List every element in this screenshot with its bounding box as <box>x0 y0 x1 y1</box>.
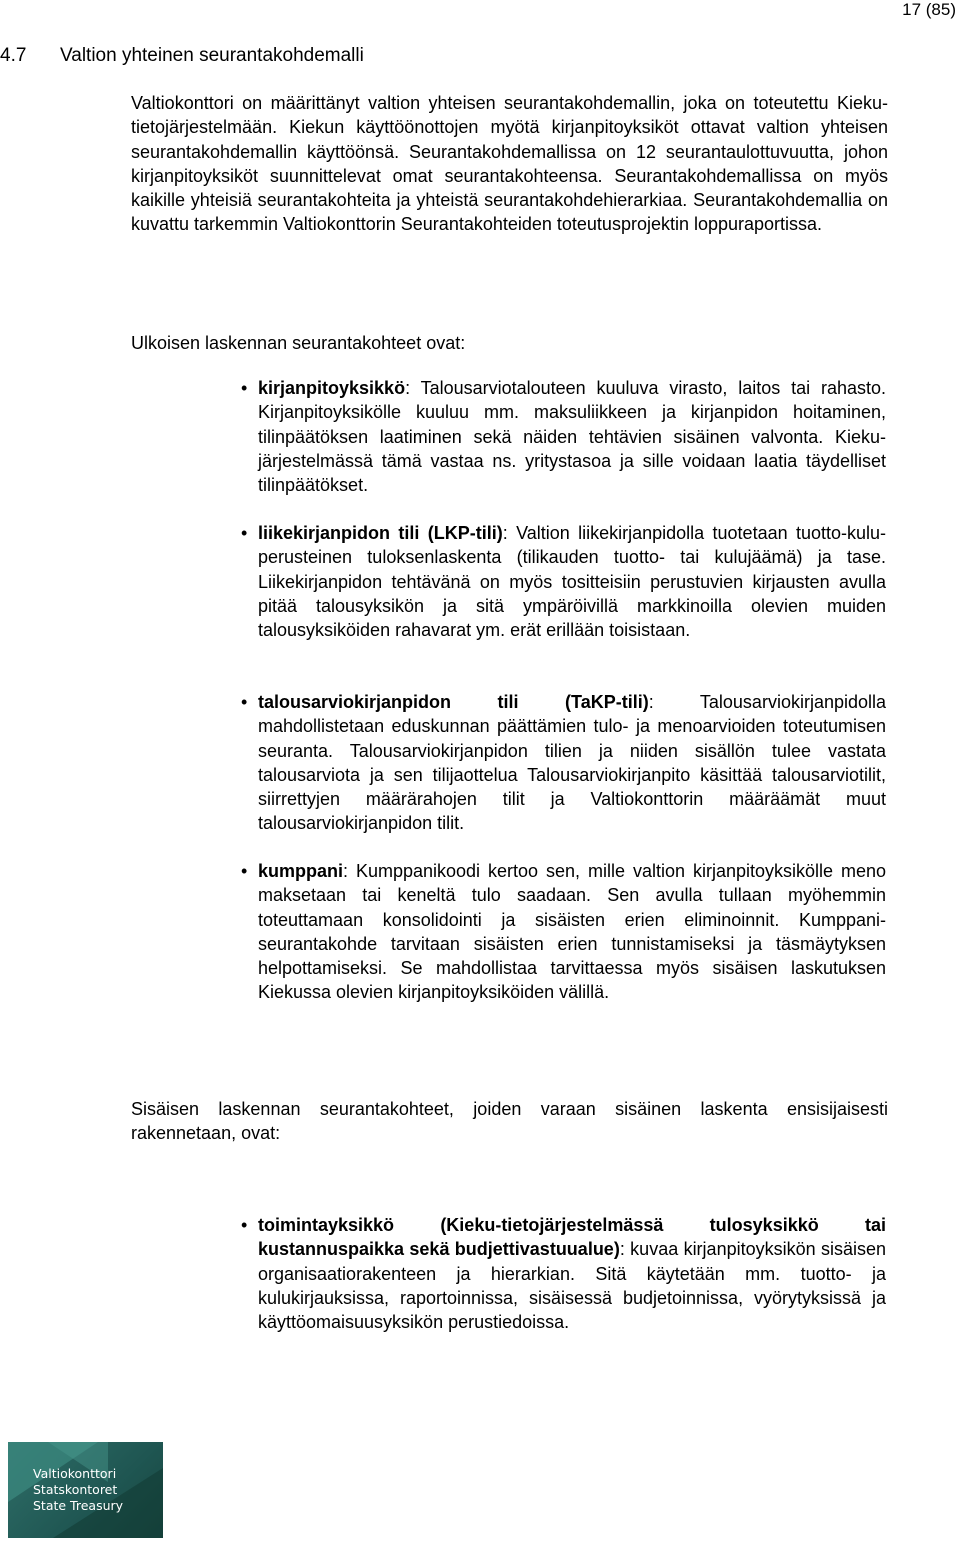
list-item-term: talousarviokirjanpidon tili (TaKP-tili) <box>258 692 649 712</box>
list-item <box>241 1213 887 1334</box>
valtiokonttori-logo <box>8 1442 163 1538</box>
logo-line-1: Valtiokonttori <box>33 1466 117 1481</box>
list-item-text: : kuvaa kirjanpitoyksikön sisäisen organisaatiorakenteen ja hierarkian. Sitä käytetään mm. tuotto- ja kulukirjauksissa, raportoinnissa, sisäisessä budjetoinnissa, vyörytyksissä ja käyttöomaisuusyksikön perustiedoissa. <box>258 1239 887 1333</box>
list-item <box>241 521 886 642</box>
bullet-icon: • <box>241 692 248 712</box>
logo-line-3: State Treasury <box>33 1498 124 1513</box>
page-number: 17 (85) <box>902 0 956 19</box>
list-item-text: : Talousarviokirjanpidolla mahdollistetaan eduskunnan päättämien tulo- ja menoarvioiden toteutumisen seuranta. Talousarviokirjanpidon tilien ja niiden sisällön tulee vastata talousarviota ja sen tilijaottelua Talousarviokirjanpito käsittää talousarviotilit, siirrettyjen määrärahojen tilit ja Valtiokonttorin määräämät muut talousarviokirjanpidon tilit. <box>258 692 887 834</box>
list-item-text: : Kumppanikoodi kertoo sen, mille valtion kirjanpitoyksikölle meno maksetaan tai keneltä tulo saadaan. Sen avulla tullaan myöhemmin toteuttamaan konsolidointi ja sisäisten erien eliminoinnit. Kumppani-seurantakohde tarvitaan sisäisten erien tunnistamiseksi ja täsmäytyksen helpottamiseksi. Se mahdollistaa tarvittaessa myös sisäisen laskutuksen Kiekussa olevien kirjanpitoyksiköiden välillä. <box>258 861 886 1003</box>
list-item-text: : Valtion liikekirjanpidolla tuotetaan tuotto-kulu-perusteinen tuloksenlaskenta (tilikauden tuotto- tai kulujäämä) ja tase. Liikekirjanpidon tehtävänä on myös tositteisiin perustuvien kirjausten avulla pitää talousyksikön ja sitä ympäröivillä markkinoilla olevien muiden talousyksiköiden rahavarat ym. erät erillään toisistaan. <box>258 523 886 641</box>
bullet-icon: • <box>241 523 248 543</box>
list-item-text: : Talousarviotalouteen kuuluva virasto, laitos tai rahasto. Kirjanpitoyksikölle kuuluu mm. maksuliikkeen ja kirjanpidon hoitaminen, tilinpäätöksen laatiminen sekä näiden tehtävien sisäinen valvonta. Kieku- järjestelmässä tämä vastaa ns. yritystasoa ja sille voidaan laatia täydelliset tilinpäätökset. <box>258 378 886 496</box>
list-item-term: liikekirjanpidon tili (LKP-tili) <box>258 523 503 543</box>
list-item <box>241 690 887 836</box>
list-item-term: kumppani <box>258 861 344 881</box>
intro-paragraph: Valtiokonttori on määrittänyt valtion yhteisen seurantakohdemallin, joka on toteutettu Kieku-tietojärjestelmään. Kiekun käyttöönottojen myötä kirjanpitoyksiköt ottavat valtion yhteisen seurantakohdemallin käyttöönsä. Seurantakohdemallissa on 12 seurantaulottuvuutta, johon kirjanpitoyksiköt suunnittelevat omat seurantakohteensa. Seurantakohdemallissa on myös kaikille yhteisiä seurantakohteita ja yhteistä seurantakohdehierarkiaa. Seurantakohdemallia on kuvattu tarkemmin Valtiokonttorin Seurantakohteiden toteutusprojektin loppuraportissa. <box>131 93 888 235</box>
bullet-icon: • <box>241 378 248 398</box>
bullet-icon: • <box>241 1215 248 1235</box>
list-item-term: toimintayksikkö (Kieku-tietojärjestelmässä tulosyksikkö tai kustannuspaikka sekä budjettivastuualue) <box>258 1215 886 1260</box>
list-item <box>241 859 886 1005</box>
list-item <box>241 376 886 497</box>
list-item-term: kirjanpitoyksikkö <box>258 378 406 398</box>
section-heading <box>0 44 364 68</box>
section-title: Valtion yhteinen seurantakohdemalli <box>60 45 364 66</box>
bullet-icon: • <box>241 861 248 881</box>
internal-tracking-title: Sisäisen laskennan seurantakohteet, joiden varaan sisäinen laskenta ensisijaisesti rakennetaan, ovat: <box>131 1099 888 1144</box>
external-tracking-title: Ulkoisen laskennan seurantakohteet ovat: <box>131 333 466 353</box>
logo-line-2: Statskontoret <box>33 1482 118 1497</box>
section-number: 4.7 <box>0 45 27 66</box>
